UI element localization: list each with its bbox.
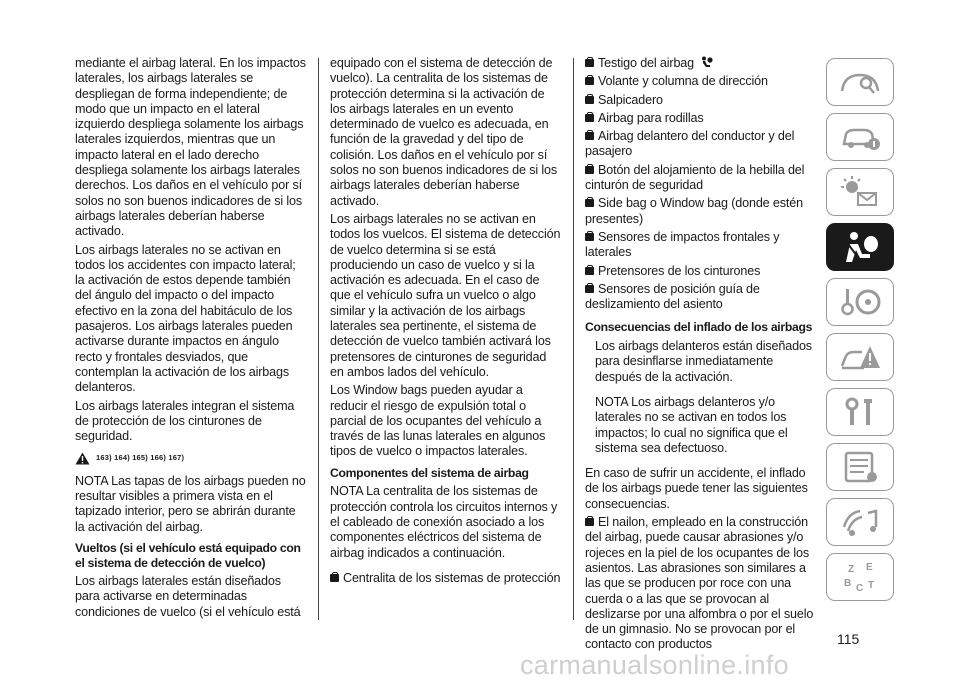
- paragraph: Los airbags delanteros están diseñados para desinflarse inmediatamente después de la activación.: [595, 339, 812, 384]
- list-item: Pretensores de los cinturones: [585, 264, 818, 279]
- warning-triangle-icon: [75, 452, 90, 465]
- paragraph: mediante el airbag lateral. En los impactos laterales, los airbags laterales se despliegan de forma independiente; de modo que un impacto en el lateral izquierdo despliega solamente los airbags laterales izquierdos, mientras que un impacto lateral en el lado derecho despliega solamente los airbags laterales derechos. Los daños en el vehículo por sí solos no son buenos indicadores de si los airbags laterales deberían haberse activado.: [75, 56, 306, 239]
- tab-multimedia[interactable]: [826, 498, 894, 546]
- tab-index[interactable]: [826, 553, 894, 601]
- tab-specs[interactable]: [826, 443, 894, 491]
- note-paragraph: NOTA Las tapas de los airbags pueden no resultar visibles a primera vista en el tapizado interior, pero se abrirán durante la activación del airbag.: [75, 473, 306, 534]
- tab-service[interactable]: [826, 388, 894, 436]
- car-info-icon: [838, 120, 882, 154]
- list-item: Sensores de impactos frontales y laterales: [585, 229, 780, 260]
- bullet-icon: [585, 96, 594, 104]
- lights-icon: [838, 175, 882, 209]
- bullet-icon: [585, 77, 594, 85]
- text-column-3: [585, 56, 818, 656]
- tab-lights[interactable]: [826, 168, 894, 216]
- tab-car-info[interactable]: [826, 113, 894, 161]
- paragraph: Los airbags laterales están diseñados para activarse en determinadas condiciones de vuelco (si el vehículo está: [75, 574, 301, 619]
- svg-text:T: T: [868, 580, 875, 591]
- specs-icon: [838, 450, 882, 484]
- list-item: Volante y columna de dirección: [585, 74, 818, 89]
- paragraph: Los airbags laterales no se activan en todos los vuelcos. El sistema de detección de vuelco determina si se está produciendo un caso de vuelco y si la activación es adecuada. En el caso de que el vehículo sufra un vuelco o algo similar y la activación de los airbags laterales sea pertinente, el sistema de detección de vuelco también activará los pretensores de cinturones de seguridad en ambos lados del vehículo.: [330, 211, 561, 379]
- note-paragraph: NOTA La centralita de los sistemas de protección controla los circuitos internos y el cableado de conexión asociado a los componentes eléctricos del sistema de airbag indicados a continuación.: [330, 484, 558, 560]
- tab-seat-belt-airbag[interactable]: [826, 223, 894, 271]
- column-divider: [573, 58, 574, 620]
- bullet-icon: [585, 233, 594, 241]
- bullet-icon: [585, 518, 594, 526]
- section-heading: Consecuencias del inflado de los airbags: [585, 320, 813, 335]
- svg-text:B: B: [844, 578, 852, 589]
- airbag-warning-icon: [700, 56, 714, 68]
- paragraph: En caso de sufrir un accidente, el inflado de los airbags puede tener las siguientes consecuencias.: [585, 466, 808, 511]
- list-item: Airbag delantero del conductor y del pasajero: [585, 129, 795, 159]
- svg-text:Z: Z: [848, 564, 855, 575]
- list-item: El nailon, empleado en la construcción del airbag, puede causar abrasiones y/o rojeces en la piel de los ocupantes de los asientos. Las abrasiones son similares a las que se producen por roce con una cuerda o a las que se provocan al deslizarse por una alfombra o por el suelo de un gimnasio. No se provocan por el contacto con productos: [585, 515, 814, 652]
- chapter-tabs: [826, 58, 896, 608]
- svg-text:E: E: [866, 562, 873, 573]
- paragraph: Los Window bags pueden ayudar a reducir el riesgo de expulsión total o parcial de los ocupantes del vehículo a través de las lunas laterales en algunos tipos de vuelco o impactos laterales.: [330, 383, 546, 459]
- text-column-1: [75, 56, 307, 623]
- multimedia-icon: [838, 505, 882, 539]
- bullet-icon: [585, 59, 594, 67]
- svg-text:C: C: [856, 583, 864, 594]
- section-heading: Vueltos (si el vehículo está equipado con el sistema de detección de vuelco): [75, 540, 301, 570]
- bullet-icon: [585, 166, 594, 174]
- watermark: carmanualsonline.info: [520, 650, 789, 680]
- list-item: Side bag o Window bag (donde estén presentes): [585, 196, 803, 226]
- section-heading: Componentes del sistema de airbag: [330, 465, 529, 480]
- service-icon: [838, 395, 882, 429]
- column-divider: [318, 58, 319, 620]
- bullet-icon: [585, 132, 594, 140]
- index-icon: [838, 560, 882, 594]
- bullet-icon: [585, 114, 594, 122]
- list-item: Salpicadero: [585, 93, 818, 108]
- list-item: Botón del alojamiento de la hebilla del cinturón de seguridad: [585, 162, 805, 193]
- warning-references: [75, 450, 307, 465]
- list-item: Sensores de posición guía de deslizamiento del asiento: [585, 281, 760, 312]
- paragraph: equipado con el sistema de detección de vuelco). La centralita de los sistemas de protección determina si la activación de los airbags laterales en un evento determinado de vuelco es adecuada, en función de la gravedad y del tipo de colisión. Los daños en el vehículo por sí solos no son buenos indicadores de si los airbags laterales deberían haberse activado.: [330, 56, 557, 208]
- page-number: 115: [837, 631, 860, 647]
- dashboard-icon: [838, 65, 882, 99]
- list-item: Airbag para rodillas: [585, 111, 818, 126]
- tab-dashboard[interactable]: [826, 58, 894, 106]
- tab-engine-start[interactable]: [826, 278, 894, 326]
- list-item: Testigo del airbag: [585, 56, 818, 71]
- bullet-icon: [330, 574, 339, 582]
- tab-warning[interactable]: [826, 333, 894, 381]
- seat-belt-airbag-icon: [838, 230, 882, 264]
- reference-numbers[interactable]: 163) 164) 165) 166) 167): [96, 453, 185, 463]
- text-column-2: [330, 56, 562, 589]
- paragraph: Los airbags laterales no se activan en todos los accidentes con impacto lateral; la activación de estos depende también del ángulo del impacto o del impacto efectivo en la zona del habitáculo de los pasajeros. Los airbags laterales pueden activarse durante impactos en ángulo recto y frontales desviados, que contemplan la activación de los airbags delanteros.: [75, 242, 296, 395]
- note-paragraph: NOTA Los airbags delanteros y/o laterales no se activan en todos los impactos; lo cual no significa que el sistema sea defectuoso.: [595, 394, 788, 455]
- paragraph: Los airbags laterales integran el sistema de protección de los cinturones de seguridad.: [75, 398, 295, 444]
- warning-icon: [838, 340, 882, 374]
- bullet-icon: [585, 267, 594, 275]
- bullet-icon: [585, 199, 594, 207]
- bullet-icon: [585, 285, 594, 293]
- list-item: Centralita de los sistemas de protección: [330, 571, 562, 586]
- engine-start-icon: [838, 285, 882, 319]
